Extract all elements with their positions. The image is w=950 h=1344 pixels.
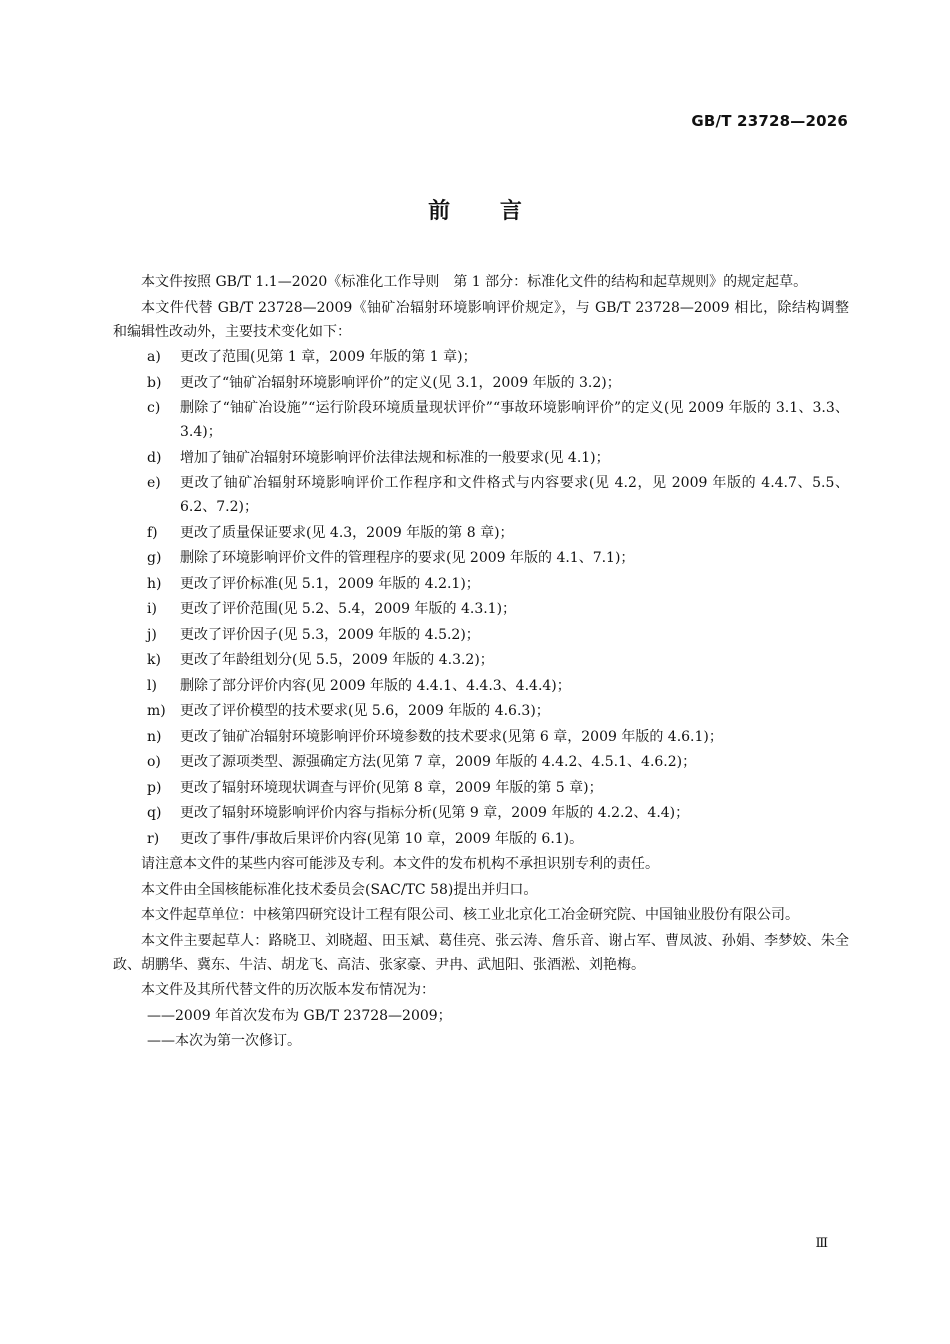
list-item-text: 更改了源项类型、源强确定方法(见第 7 章，2009 年版的 4.4.2、4.5.1、4.6.2)； [180,754,697,770]
list-marker: o) [147,754,161,770]
intro-paragraph: 本文件按照 GB/T 1.1—2020《标准化工作导则 第 1 部分：标准化文件的结构和起草规则》的规定起草。 [141,274,808,290]
drafting-units-paragraph: 本文件起草单位：中核第四研究设计工程有限公司、核工业北京化工冶金研究院、中国铀业股份有限公司。 [141,907,799,923]
list-item [113,801,849,825]
drafters-paragraph: 本文件主要起草人：路晓卫、刘晓超、田玉斌、葛佳亮、张云涛、詹乐音、谢占军、曹凤波、孙娟、李梦姣、朱全政、胡鹏华、冀东、牛洁、胡龙飞、高洁、张家豪、尹冉、武旭阳、张酒淞、刘艳梅。 [113,932,849,973]
list-item-text: 删除了“铀矿冶设施”“运行阶段环境质量现状评价”“事故环境影响评价”的定义(见 2009 年版的 3.1、3.3、3.4)； [180,400,849,440]
page-number: Ⅲ [815,1236,828,1251]
list-item [113,699,849,723]
proposer-paragraph: 本文件由全国核能标准化技术委员会(SAC/TC 58)提出并归口。 [141,881,538,898]
list-item [113,597,849,621]
list-item-text: 增加了铀矿冶辐射环境影响评价法律法规和标准的一般要求(见 4.1)； [180,449,610,466]
list-marker: p) [147,779,162,796]
standard-number: GB/T 23728—2026 [691,112,848,130]
list-item-text: 更改了评价范围(见 5.2、5.4，2009 年版的 4.3.1)； [180,601,517,617]
list-marker: i) [147,601,157,617]
history-intro: 本文件及其所代替文件的历次版本发布情况为： [141,982,435,998]
list-item [113,345,849,369]
list-item [113,827,849,851]
intro-paragraph: 本文件代替 GB/T 23728—2009《铀矿冶辐射环境影响评价规定》，与 GB/T 23728—2009 相比，除结构调整和编辑性改动外，主要技术变化如下： [113,299,849,340]
changes-list [113,345,849,851]
list-item [113,572,849,596]
list-marker: m) [147,703,166,719]
list-marker: c) [147,400,161,416]
list-marker: g) [147,550,162,566]
patent-notice: 请注意本文件的某些内容可能涉及专利。本文件的发布机构不承担识别专利的责任。 [141,856,659,872]
list-item [113,623,849,647]
list-item-text: 更改了质量保证要求(见 4.3，2009 年版的第 8 章)； [180,524,514,541]
list-item [113,750,849,774]
list-item [113,471,849,519]
list-marker: b) [147,374,162,391]
list-item [113,521,849,545]
list-marker: n) [147,728,162,745]
list-item [113,546,849,570]
list-item [113,446,849,470]
page-title: 前 言 [428,199,522,224]
list-item-text: 更改了辐射环境现状调查与评价(见第 8 章，2009 年版的第 5 章)； [180,779,603,796]
list-item-text: 更改了范围(见第 1 章，2009 年版的第 1 章)； [180,349,477,365]
list-item-text: 删除了部分评价内容(见 2009 年版的 4.4.1、4.4.3、4.4.4)； [180,677,571,694]
history-item: ——本次为第一次修订。 [147,1033,301,1049]
list-marker: q) [147,805,162,821]
list-item-text: 更改了事件/事故后果评价内容(见第 10 章，2009 年版的 6.1)。 [180,830,584,847]
list-item-text: 更改了评价标准(见 5.1，2009 年版的 4.2.1)； [180,575,480,592]
list-item [113,371,849,395]
list-marker: d) [147,449,162,466]
list-item-text: 更改了评价因子(见 5.3，2009 年版的 4.5.2)； [180,626,480,643]
list-item-text: 更改了铀矿冶辐射环境影响评价环境参数的技术要求(见第 6 章，2009 年版的 4.6.1)； [180,728,723,745]
list-marker: a) [147,349,161,365]
list-item [113,648,849,672]
list-item [113,725,849,749]
list-item-text: 删除了环境影响评价文件的管理程序的要求(见 2009 年版的 4.1、7.1)； [180,550,635,566]
list-marker: f) [147,524,158,541]
list-item [113,396,849,444]
history-item: ——2009 年首次发布为 GB/T 23728—2009； [147,1007,452,1024]
list-marker: h) [147,575,162,592]
list-item-text: 更改了年龄组划分(见 5.5，2009 年版的 4.3.2)； [180,652,494,668]
list-marker: k) [147,652,161,668]
list-item-text: 更改了“铀矿冶辐射环境影响评价”的定义(见 3.1，2009 年版的 3.2)； [180,374,621,391]
list-marker: e) [147,475,161,491]
foreword-body [113,270,849,1055]
list-marker: l) [147,677,157,694]
list-item [113,674,849,698]
list-item-text: 更改了辐射环境影响评价内容与指标分析(见第 9 章，2009 年版的 4.2.2、4.4)； [180,805,690,821]
list-item-text: 更改了评价模型的技术要求(见 5.6，2009 年版的 4.6.3)； [180,703,550,719]
list-item-text: 更改了铀矿冶辐射环境影响评价工作程序和文件格式与内容要求(见 4.2，见 2009 年版的 4.4.7、5.5、6.2、7.2)； [180,475,849,515]
list-marker: r) [147,830,160,847]
list-marker: j) [147,626,157,643]
list-item [113,776,849,800]
